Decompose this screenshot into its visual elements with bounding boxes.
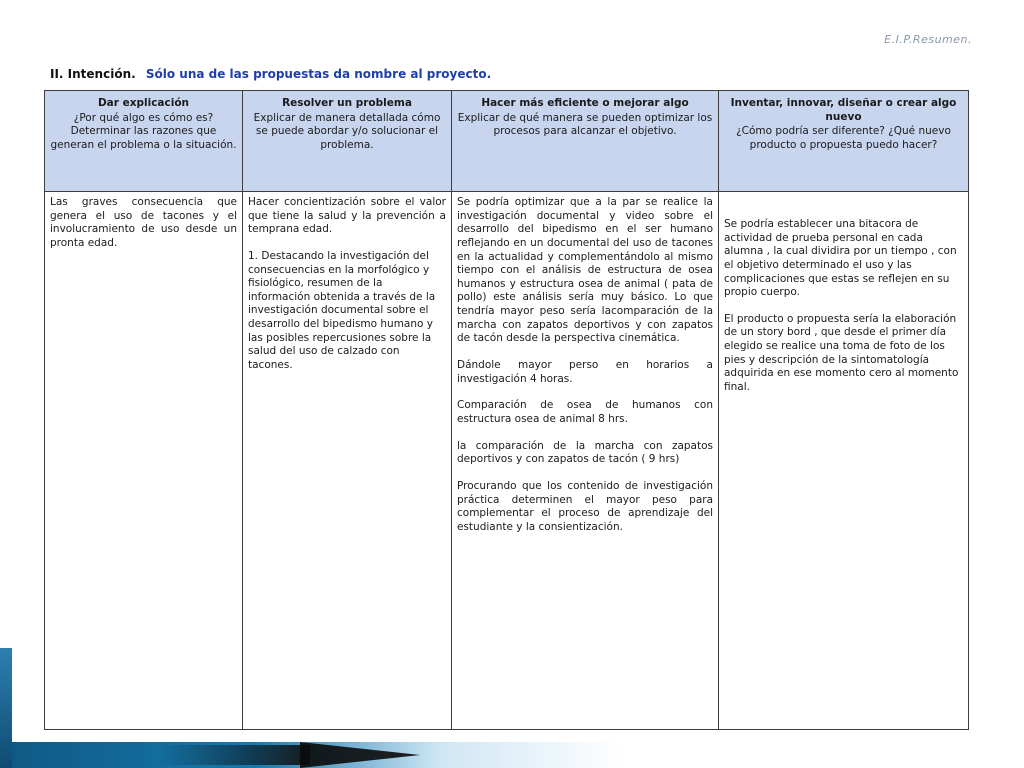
cell-explain bbox=[45, 192, 243, 730]
header-title: Dar explicación bbox=[97, 97, 190, 109]
decorative-bottom-tail bbox=[160, 745, 310, 765]
cell-text: Las graves consecuencia que genera el uso de tacones y el involucramiento de uso desde un pronta edad. bbox=[50, 196, 237, 249]
cell-paragraph: El producto o propuesta sería la elaboración de un story bord , que desde el primer día elegido se realice una toma de foto de los pies y descripción de la sintomatología adquirida en ese momento cero al momento final. bbox=[724, 312, 959, 394]
header-cell-solve bbox=[243, 91, 452, 192]
cell-innovate bbox=[719, 192, 969, 730]
section-subtitle: Sólo una de las propuestas da nombre al proyecto. bbox=[145, 67, 492, 81]
cell-paragraph: Se podría establecer una bitacora de actividad de prueba personal en cada alumna , la cual dividira por un tiempo , con el objetivo determinado el uso y las complicaciones que estas se reflejen en su propio cuerpo. bbox=[724, 218, 957, 299]
intention-table bbox=[44, 90, 969, 730]
header-title: Resolver un problema bbox=[282, 97, 412, 109]
cell-paragraph: Comparación de osea de humanos con estructura osea de animal 8 hrs. bbox=[457, 399, 713, 425]
cell-paragraph: Dándole mayor perso en horarios a investigación 4 horas. bbox=[457, 359, 713, 385]
section-number-title: II. Intención. bbox=[50, 67, 136, 81]
cell-paragraph: Procurando que los contenido de investigación práctica determinen el mayor peso para complementar el proceso de aprendizaje del estudiante y la consientización. bbox=[457, 479, 713, 533]
header-description: Explicar de qué manera se pueden optimizar los procesos para alcanzar el objetivo. bbox=[457, 111, 713, 138]
cell-solve bbox=[243, 192, 452, 730]
header-cell-innovate bbox=[719, 91, 969, 192]
header-title: Inventar, innovar, diseñar o crear algo nuevo bbox=[730, 97, 957, 123]
header-title: Hacer más eficiente o mejorar algo bbox=[481, 97, 689, 109]
header-description: ¿Cómo podría ser diferente? ¿Qué nuevo producto o propuesta puedo hacer? bbox=[736, 125, 951, 151]
header-description: ¿Por qué algo es cómo es? Determinar las razones que generan el problema o la situación. bbox=[50, 111, 237, 151]
cell-point: 1. Destacando la investigación del consecuencias en la morfológico y fisiológico, resumen de la información obtenida a través de la investigación documental sobre el desarrollo del bipedismo humano y las posibles repercusiones sobre la salud del uso de calzado con tacones. bbox=[248, 249, 436, 372]
header-cell-improve bbox=[452, 91, 719, 192]
decorative-bottom-wedge bbox=[300, 742, 420, 768]
header-description: Explicar de manera detallada cómo se puede abordar y/o solucionar el problema. bbox=[253, 111, 441, 151]
corner-label: E.I.P.Resumen. bbox=[884, 33, 972, 46]
cell-improve bbox=[452, 192, 719, 730]
section-heading bbox=[50, 67, 491, 81]
cell-paragraph: la comparación de la marcha con zapatos deportivos y con zapatos de tacón ( 9 hrs) bbox=[457, 439, 713, 466]
table-header-row bbox=[45, 91, 969, 192]
table-row bbox=[45, 192, 969, 730]
cell-paragraph: Se podría optimizar que a la par se realice la investigación documental y video sobre el desarrollo del bipedismo en el ser humano reflejando en un documental del uso de tacones en la actualidad y complementándolo al mismo tiempo con el análisis de estructura de osea humanos y estructura osea de animal ( pata de pollo) este análisis sería muy básico. Lo que tendría mayor peso sería lacomparación de la marcha con zapatos deportivos y con zapatos de tacón desde la perspectiva cinemática. bbox=[457, 196, 713, 345]
decorative-left-bar bbox=[0, 648, 12, 768]
header-cell-explain bbox=[45, 91, 243, 192]
cell-intro: Hacer concientización sobre el valor que tiene la salud y la prevención a temprana edad. bbox=[248, 196, 446, 236]
